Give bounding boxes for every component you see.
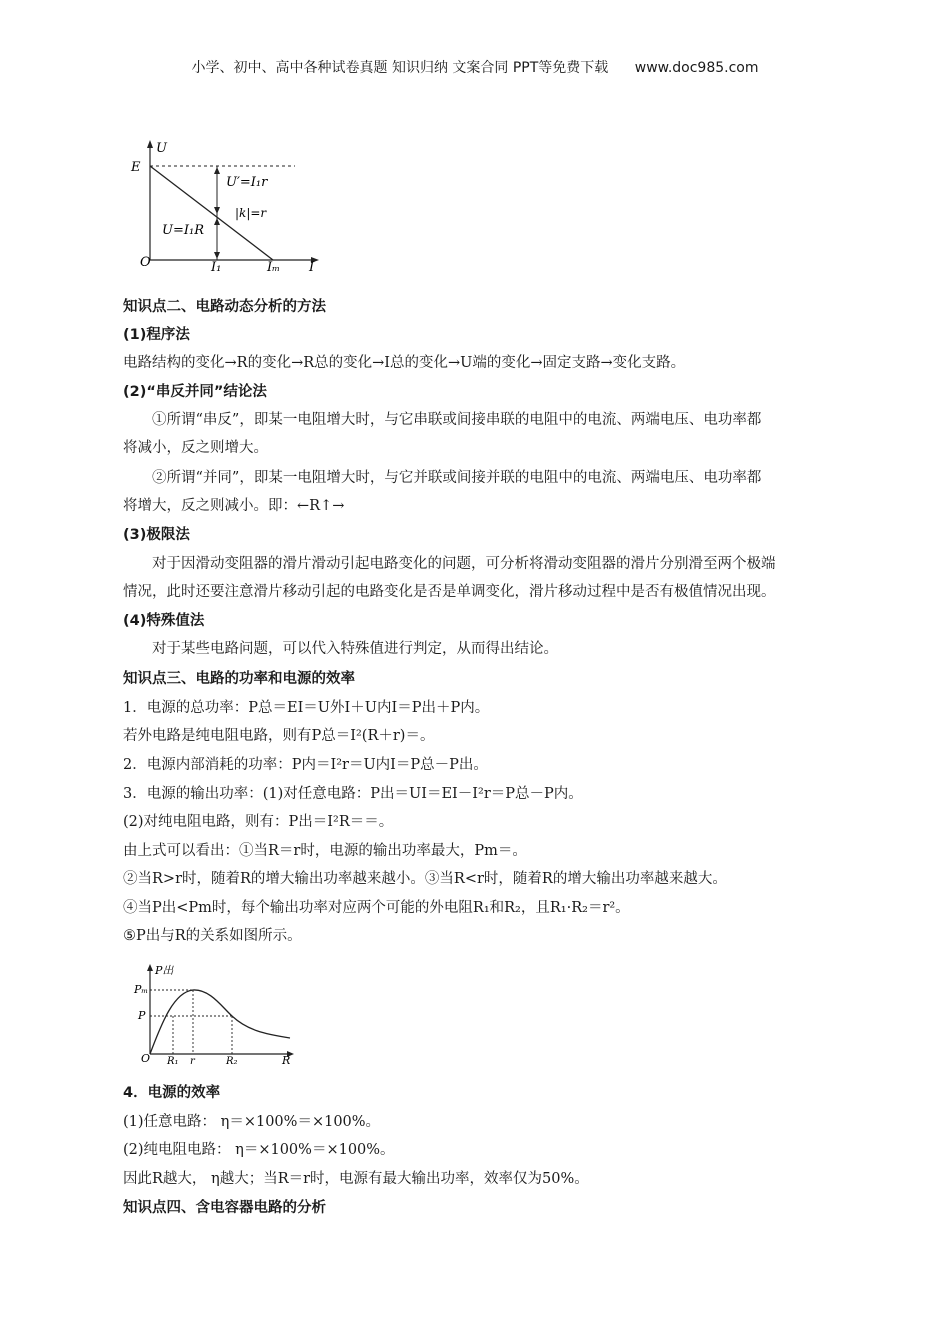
item-output-power: 3．电源的输出功率：(1)对任意电路：P出＝UI＝EI－I²r＝P总－P内。 bbox=[123, 786, 583, 802]
paragraph-limit-2: 情况，此时还要注意滑片移动引起的电路变化是否是单调变化，滑片移动过程中是否有极值情况出现。 bbox=[123, 584, 776, 600]
pm-label: Pₘ bbox=[134, 983, 149, 996]
r-label: r bbox=[190, 1056, 195, 1067]
paragraph-series-2: 将减小，反之则增大。 bbox=[123, 440, 268, 456]
item-total-power-pure: 若外电路是纯电阻电路，则有P总＝I²(R＋r)＝。 bbox=[123, 728, 435, 744]
u-label: U=I₁R bbox=[162, 223, 204, 238]
u-axis-arrow bbox=[147, 140, 153, 148]
origin-label: O bbox=[141, 1052, 151, 1065]
u-axis-label: U bbox=[156, 141, 167, 156]
item-internal-power: 2．电源内部消耗的功率：P内＝I²r＝U内I＝P总－P出。 bbox=[123, 757, 488, 773]
r-axis-label: R bbox=[282, 1054, 291, 1067]
item-efficiency-conclusion: 因此R越大， η越大；当R＝r时，电源有最大输出功率，效率仅为50%。 bbox=[123, 1171, 589, 1187]
subheading-series-parallel: (2)“串反并同”结论法 bbox=[123, 384, 267, 400]
i-axis-label: I bbox=[309, 260, 315, 275]
p-axis-arrow bbox=[147, 964, 153, 971]
r1-label: R₁ bbox=[167, 1056, 179, 1067]
paragraph-parallel-2: 将增大，反之则减小。即：←R↑→ bbox=[123, 498, 345, 514]
p-axis-label: P出 bbox=[155, 964, 174, 977]
paragraph-limit-1: 对于因滑动变阻器的滑片滑动引起电路变化的问题，可分析将滑动变阻器的滑片分别滑至两个极端 bbox=[123, 556, 776, 572]
item-r-vs-r: ②当R>r时，随着R的增大输出功率越来越小。③当R<r时，随着R的增大输出功率越来越大。 bbox=[123, 871, 727, 887]
item-output-power-pure: (2)对纯电阻电路，则有：P出＝I²R＝＝。 bbox=[123, 814, 394, 830]
arrow-down-mid bbox=[214, 207, 220, 214]
heading-power-efficiency: 知识点三、电路的功率和电源的效率 bbox=[123, 671, 355, 687]
k-label: |k|=r bbox=[235, 206, 267, 220]
heading-dynamic-analysis: 知识点二、电路动态分析的方法 bbox=[123, 299, 326, 315]
e-label: E bbox=[131, 160, 141, 175]
i1-label: I₁ bbox=[211, 260, 222, 275]
item-figure-caption: ⑤P出与R的关系如图所示。 bbox=[123, 928, 302, 944]
paragraph-parallel-1: ②所谓“并同”，即某一电阻增大时，与它并联或间接并联的电阻中的电流、两端电压、电功率都 bbox=[123, 470, 762, 486]
origin-label: O bbox=[140, 255, 151, 270]
item-total-power: 1．电源的总功率：P总＝EI＝U外I＋U内I＝P出＋P内。 bbox=[123, 700, 490, 716]
item-efficiency-pure: (2)纯电阻电路： η＝×100%＝×100%。 bbox=[123, 1142, 395, 1158]
arrow-up-top bbox=[214, 167, 220, 174]
heading-capacitor: 知识点四、含电容器电路的分析 bbox=[123, 1200, 326, 1216]
item-efficiency-any: (1)任意电路： η＝×100%＝×100%。 bbox=[123, 1114, 381, 1130]
im-label: Iₘ bbox=[267, 260, 281, 275]
item-two-resistances: ④当P出<Pm时，每个输出功率对应两个可能的外电阻R₁和R₂，且R₁·R₂＝r²。 bbox=[123, 900, 630, 916]
paragraph-special: 对于某些电路问题，可以代入特殊值进行判定，从而得出结论。 bbox=[123, 641, 558, 657]
paragraph-series-1: ①所谓“串反”，即某一电阻增大时，与它串联或间接串联的电阻中的电流、两端电压、电功率都 bbox=[123, 412, 762, 428]
p-r-curve bbox=[150, 990, 290, 1054]
heading-efficiency: 4．电源的效率 bbox=[123, 1085, 221, 1101]
page-header bbox=[0, 57, 950, 77]
header-text: 小学、初中、高中各种试卷真题 知识归纳 文案合同 PPT等免费下载 bbox=[191, 60, 609, 76]
p-label: P bbox=[138, 1009, 146, 1022]
subheading-procedure: (1)程序法 bbox=[123, 327, 190, 343]
paragraph-procedure: 电路结构的变化→R的变化→R总的变化→I总的变化→U端的变化→固定支路→变化支路。 bbox=[123, 355, 686, 371]
u-i-graph bbox=[125, 138, 325, 278]
subheading-limit: (3)极限法 bbox=[123, 527, 190, 543]
r2-label: R₂ bbox=[226, 1056, 238, 1067]
p-r-graph bbox=[132, 962, 297, 1068]
uprime-label: U′=I₁r bbox=[226, 175, 268, 190]
arrow-down-bottom bbox=[214, 252, 220, 259]
item-max-power: 由上式可以看出：①当R＝r时，电源的输出功率最大，Pm＝。 bbox=[123, 843, 527, 859]
subheading-special: (4)特殊值法 bbox=[123, 613, 205, 629]
header-url[interactable]: www.doc985.com bbox=[634, 60, 759, 76]
